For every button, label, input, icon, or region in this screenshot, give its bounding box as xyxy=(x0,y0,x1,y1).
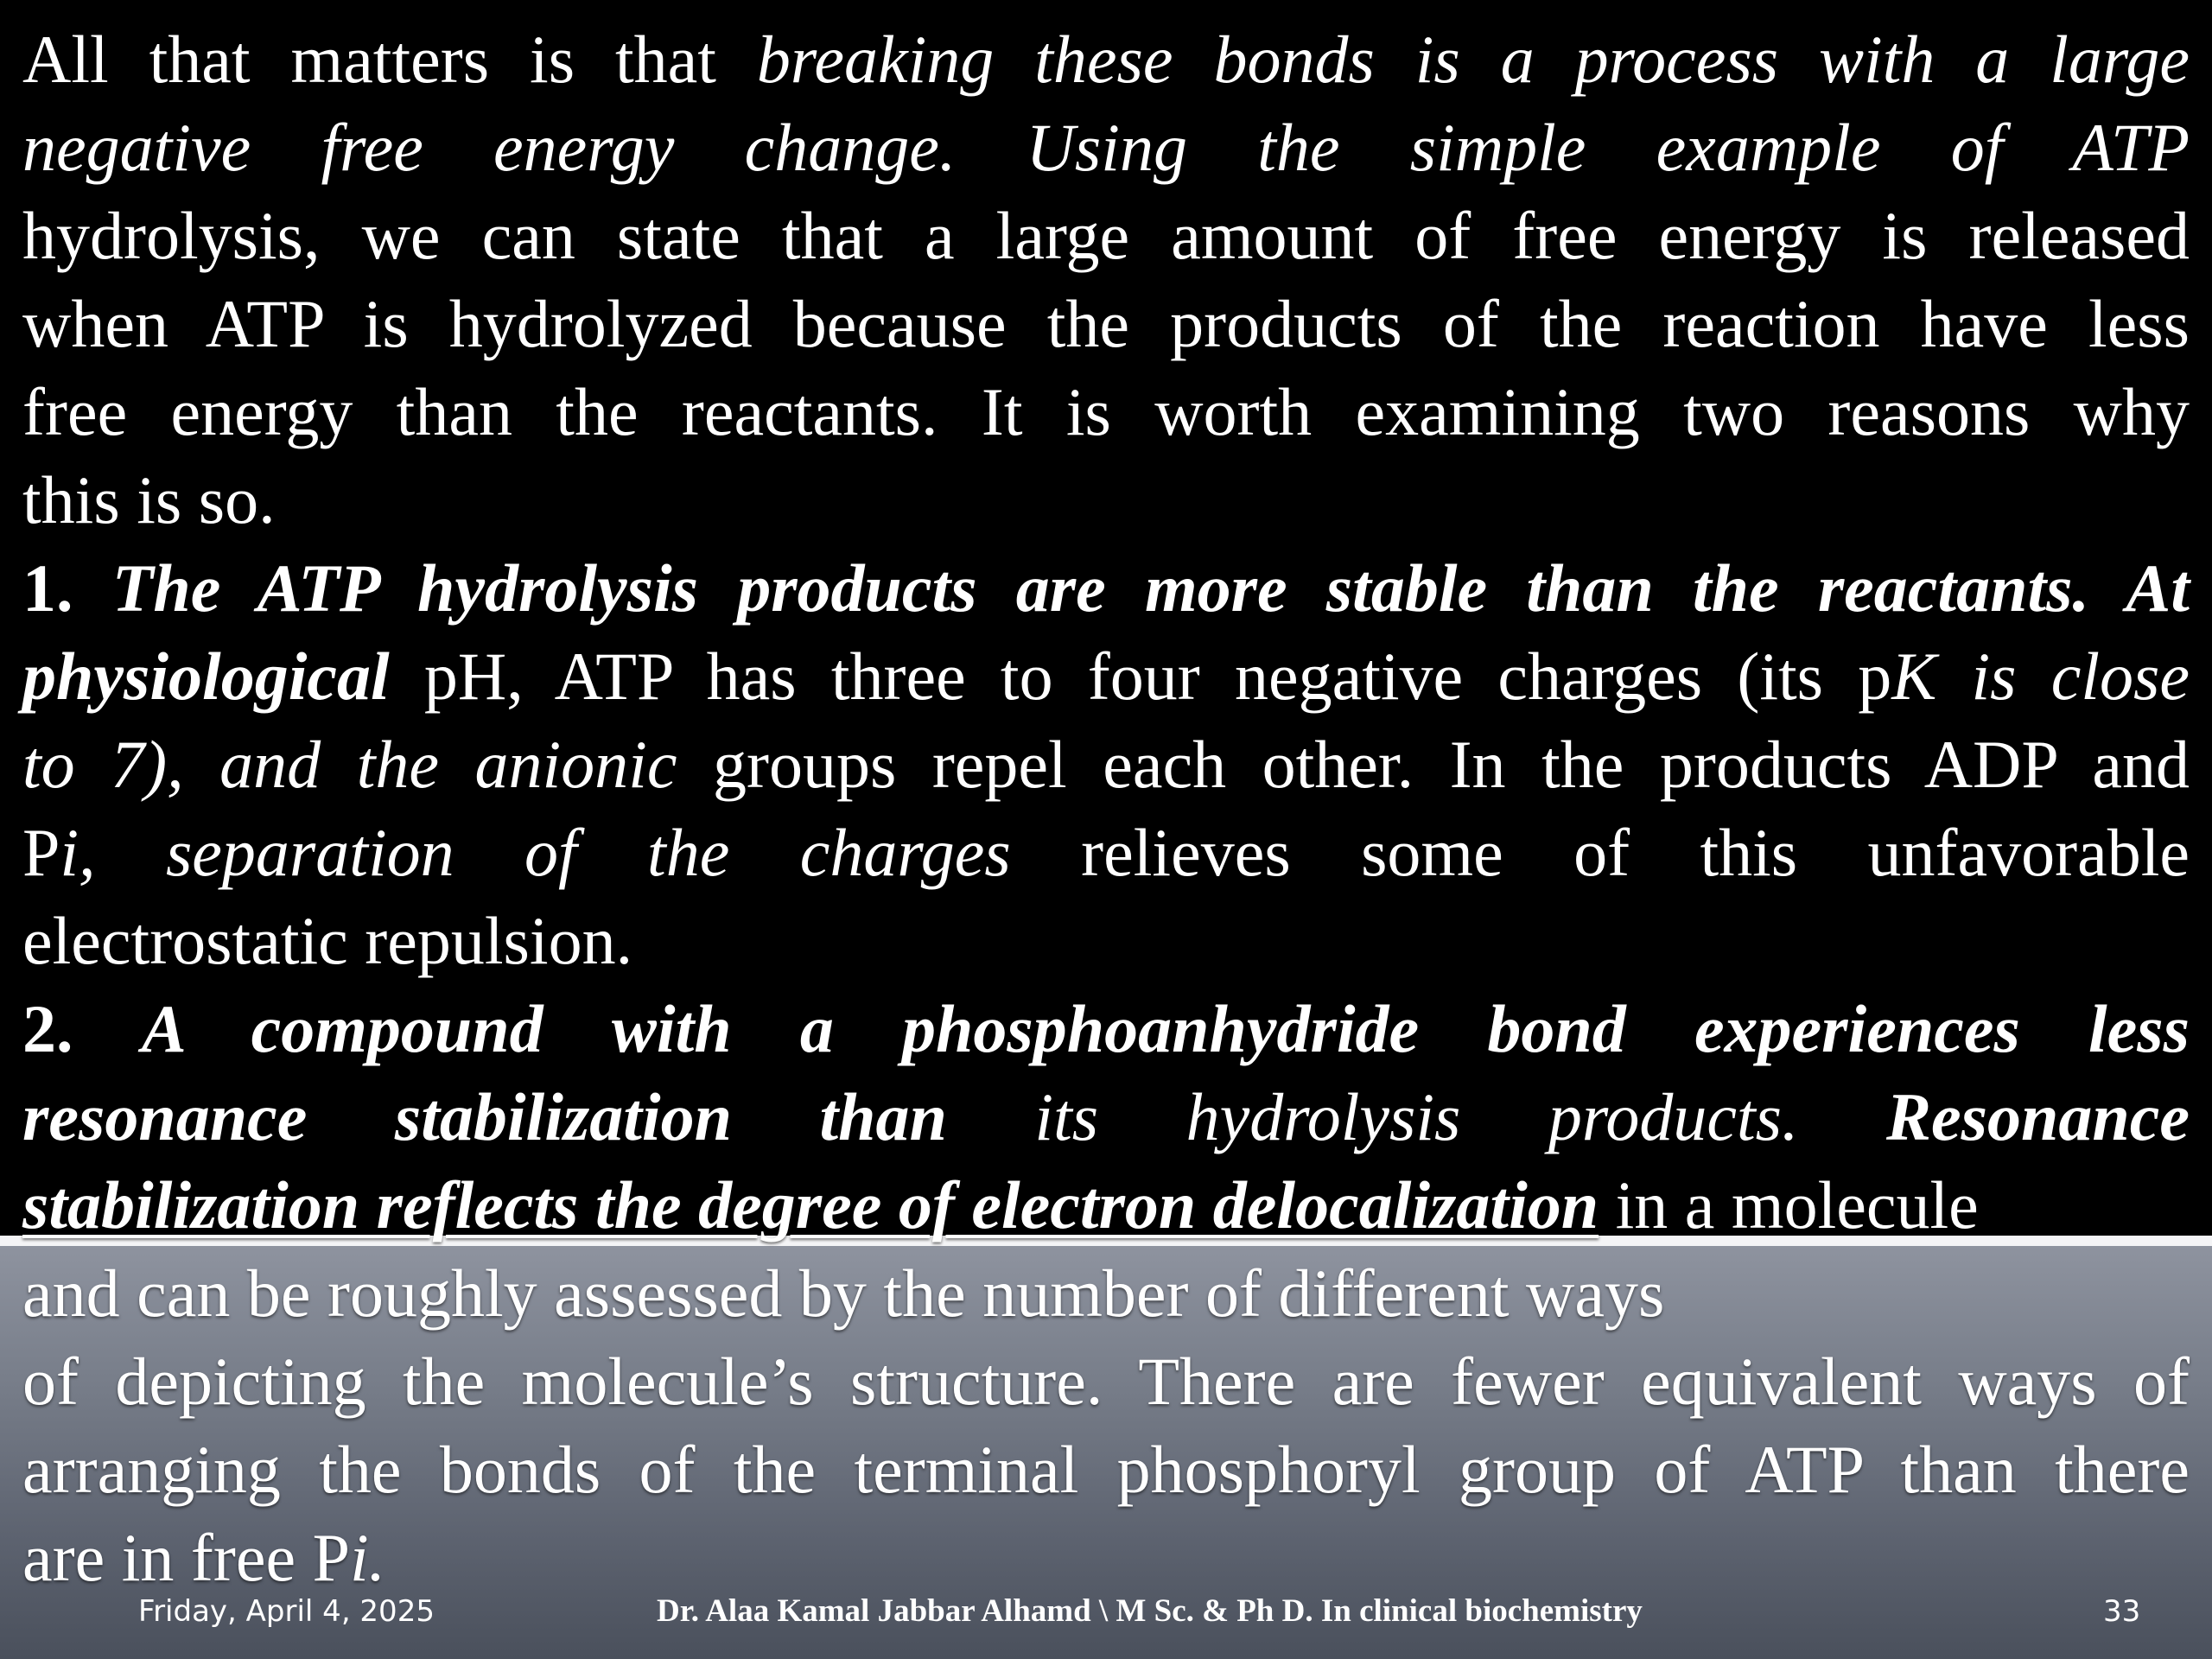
text-run: All that matters is that xyxy=(22,22,757,97)
text-run: P xyxy=(22,815,60,890)
text-run: Resonance xyxy=(1886,1079,2190,1154)
text-line xyxy=(22,1073,2190,1161)
text-run: physiological xyxy=(22,639,390,714)
text-run: free energy than the reactants. It is worth examining two reasons why xyxy=(22,374,2190,449)
text-line xyxy=(22,1338,2190,1426)
text-line xyxy=(22,16,2190,104)
text-run: arranging the bonds of the terminal phosphoryl group of ATP than there xyxy=(22,1432,2190,1507)
text-line xyxy=(22,192,2190,280)
footer-page-number: 33 xyxy=(2103,1594,2141,1629)
text-line xyxy=(22,456,2190,544)
text-line xyxy=(22,1249,2190,1338)
text-run: i, separation of the charges xyxy=(60,815,1011,890)
text-run: 1. xyxy=(22,550,112,626)
text-line xyxy=(22,1426,2190,1514)
text-line xyxy=(22,721,2190,809)
text-run: groups repel each other. In the products ADP and xyxy=(677,727,2190,802)
text-run: breaking these bonds is a process with a large xyxy=(756,22,2190,97)
text-run: 2. xyxy=(22,991,142,1066)
text-run: and can be roughly assessed by the number of different ways xyxy=(22,1255,1665,1331)
text-run: hydrolysis, we can state that a large amount of free energy is released xyxy=(22,198,2190,273)
text-run: stabilization reflects the degree of electron delocalization xyxy=(22,1167,1599,1243)
text-run: K is close xyxy=(1891,639,2190,714)
text-run: The ATP hydrolysis products are more stable than the reactants. At xyxy=(111,550,2190,626)
text-line xyxy=(22,368,2190,456)
footer-date: Friday, April 4, 2025 xyxy=(138,1594,435,1629)
text-line xyxy=(22,985,2190,1073)
footer-author: Dr. Alaa Kamal Jabbar Alhamd \ M Sc. & Ph D. In clinical biochemistry xyxy=(657,1593,1643,1629)
text-run: this is so. xyxy=(22,462,276,537)
text-line xyxy=(22,632,2190,721)
text-run: A compound with a phosphoanhydride bond experiences less xyxy=(141,991,2190,1066)
text-line xyxy=(22,104,2190,192)
text-run: of depicting the molecule’s structure. There are fewer equivalent ways of xyxy=(22,1344,2190,1419)
text-run: electrostatic repulsion. xyxy=(22,903,633,978)
text-line xyxy=(22,280,2190,368)
text-run: negative free energy change. Using the simple example of ATP xyxy=(22,110,2190,185)
text-run: pH, ATP has three to four negative charges (its p xyxy=(389,639,1892,714)
text-run: i. xyxy=(349,1520,386,1595)
text-run: to 7), and the anionic xyxy=(22,727,677,802)
text-line xyxy=(22,1514,2190,1602)
text-run: when ATP is hydrolyzed because the products of the reaction have less xyxy=(22,286,2190,361)
slide-body-text xyxy=(22,16,2190,1602)
text-line xyxy=(22,809,2190,897)
text-run: relieves some of this unfavorable xyxy=(1010,815,2190,890)
text-run: resonance stabilization than xyxy=(22,1079,947,1154)
text-line xyxy=(22,1161,2190,1249)
text-line xyxy=(22,897,2190,985)
text-line xyxy=(22,544,2190,632)
text-run: are in free P xyxy=(22,1520,350,1595)
text-run: its hydrolysis products. xyxy=(946,1079,1887,1154)
text-run: in a molecule xyxy=(1599,1167,1979,1243)
